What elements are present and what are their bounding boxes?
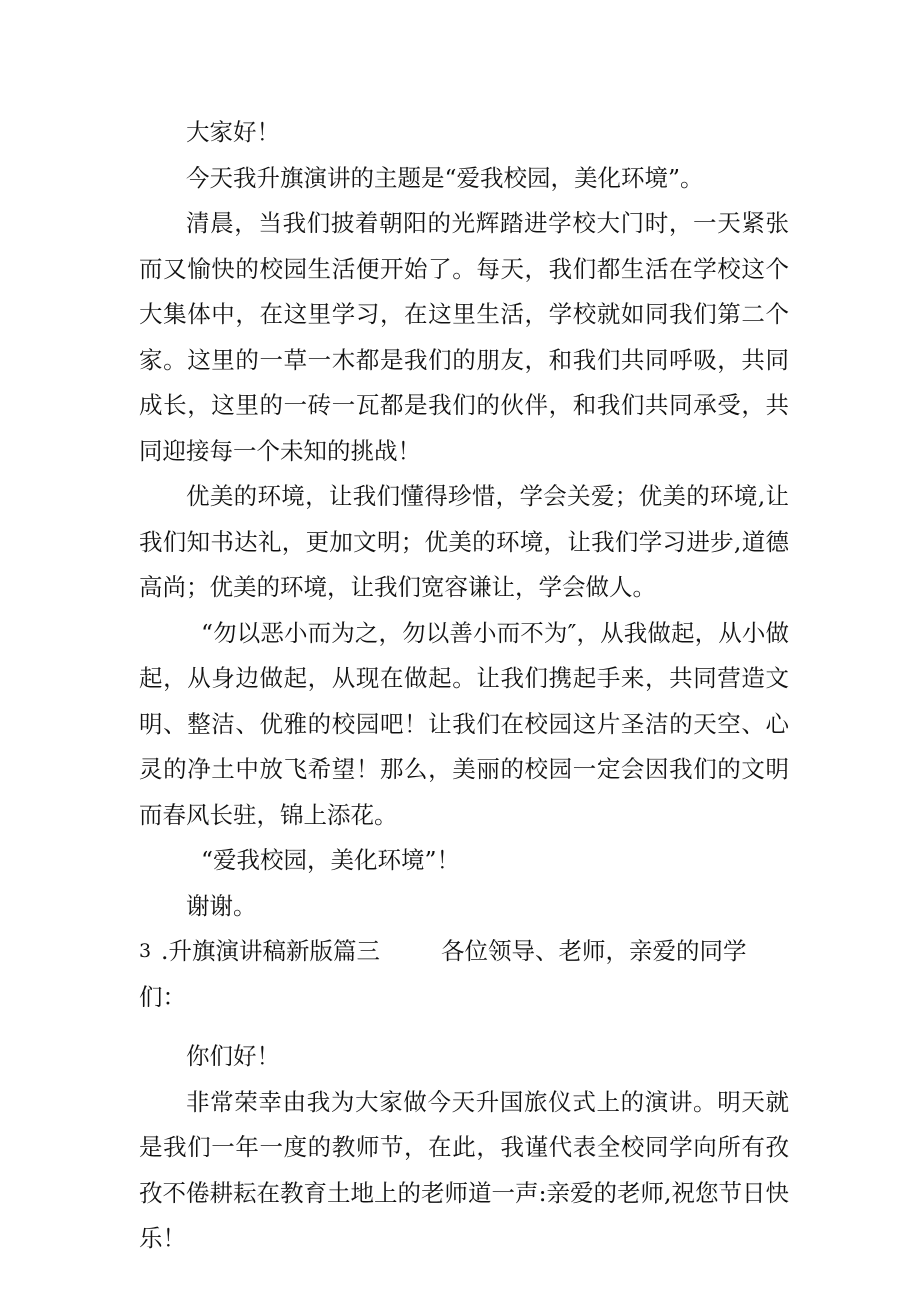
section-greeting-end: 们： [139, 982, 186, 1011]
section-title: .升旗演讲稿新版篇三 [161, 937, 380, 965]
paragraph-greeting: 大家好！ [186, 118, 280, 146]
paragraph-teachers-day: 非常荣幸由我为大家做今天升国旅仪式上的演讲。明天就是我们一年一度的教师节，在此，我谨代表全校同学向所有孜孜不倦耕耘在教育土地上的老师道一声:亲爱的老师,祝您节日快乐！ [139, 1087, 789, 1252]
paragraph-slogan: “爱我校园，美化环境”！ [201, 846, 461, 874]
paragraph-hello: 你们好！ [186, 1042, 280, 1070]
spacer [139, 1020, 789, 1034]
paragraph-theme: 今天我升旗演讲的主题是“爱我校园，美化环境”。 [186, 163, 704, 192]
paragraph-proverb: “勿以恶小而为之，勿以善小而不为″，从我做起，从小做起，从身边做起，从现在做起。让我们携起手来，共同营造文明、整洁、优雅的校园吧！让我们在校园这片圣洁的天空、心灵的净土中放飞希望！那么，美丽的校园一定会因我们的文明而春风长驻，锦上添花。 [139, 618, 789, 829]
paragraph-environment: 优美的环境，让我们懂得珍惜，学会关爱；优美的环境,让我们知书达礼，更加文明；优美的环境，让我们学习进步,道德高尚；优美的环境，让我们宽容谦让，学会做人。 [139, 482, 789, 601]
paragraph-thanks: 谢谢。 [186, 891, 257, 920]
document-body [139, 110, 789, 1262]
section-heading [139, 929, 789, 975]
section-number: 3 [139, 940, 152, 962]
section-greeting-start: 各位领导、老师，亲爱的同学 [441, 937, 747, 965]
paragraph-morning: 清晨，当我们披着朝阳的光辉踏进学校大门时，一天紧张而又愉快的校园生活便开始了。每天，我们都生活在学校这个大集体中，在这里学习，在这里生活，学校就如同我们第二个家。这里的一草一木都是我们的朋友，和我们共同呼吸，共同成长，这里的一砖一瓦都是我们的伙伴，和我们共同承受，共同迎接每一个未知的挑战！ [139, 209, 789, 465]
